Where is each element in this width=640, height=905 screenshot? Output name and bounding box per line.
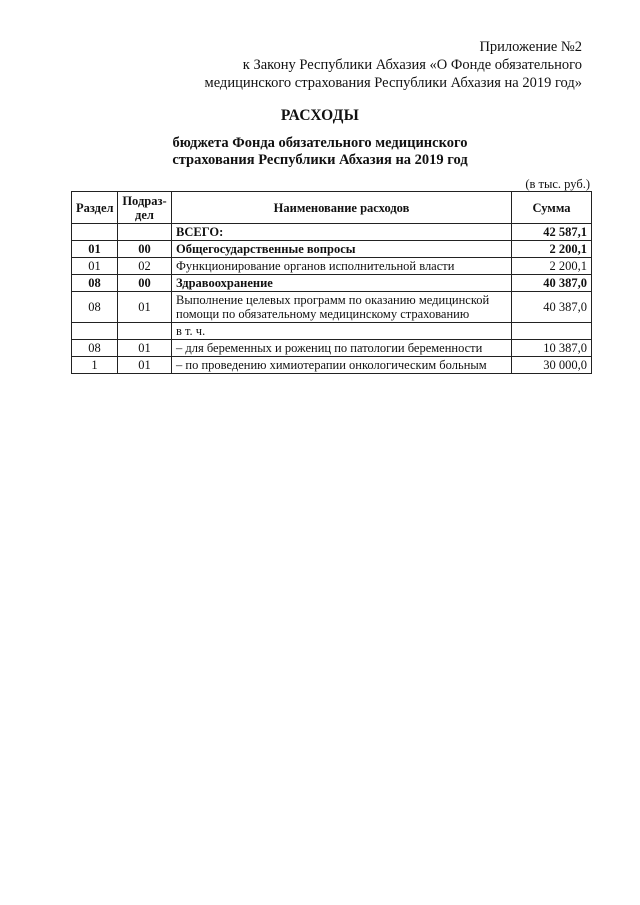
table-row xyxy=(72,323,592,340)
appendix-header xyxy=(205,38,582,92)
cell-subsection: 01 xyxy=(118,340,172,357)
cell-sum: 30 000,0 xyxy=(512,357,592,374)
cell-name: – для беременных и рожениц по патологии беременности xyxy=(172,340,512,357)
header-subsection-line1: Подраз- xyxy=(122,193,167,208)
cell-subsection: 01 xyxy=(118,292,172,323)
cell-sum: 40 387,0 xyxy=(512,275,592,292)
cell-subsection xyxy=(118,224,172,241)
header-name: Наименование расходов xyxy=(172,192,512,224)
cell-subsection xyxy=(118,323,172,340)
cell-subsection: 02 xyxy=(118,258,172,275)
cell-subsection: 00 xyxy=(118,241,172,258)
appendix-law-reference-line1: к Закону Республики Абхазия «О Фонде обязательного xyxy=(242,57,582,73)
cell-sum: 2 200,1 xyxy=(512,241,592,258)
table-row xyxy=(72,292,592,323)
subtitle-line2: страхования Республики Абхазия на 2019 год xyxy=(172,152,468,168)
cell-sum: 10 387,0 xyxy=(512,340,592,357)
header-subsection-line2: дел xyxy=(135,207,154,222)
table-row xyxy=(72,357,592,374)
cell-section: 08 xyxy=(72,292,118,323)
cell-subsection: 01 xyxy=(118,357,172,374)
cell-name: Здравоохранение xyxy=(172,275,512,292)
cell-sum: 40 387,0 xyxy=(512,292,592,323)
appendix-law-reference-line2: медицинского страхования Республики Абхазия на 2019 год» xyxy=(204,75,582,91)
header-section: Раздел xyxy=(72,192,118,224)
table-row-total xyxy=(72,224,592,241)
cell-name: ВСЕГО: xyxy=(172,224,512,241)
expenses-table xyxy=(71,191,592,374)
table-row xyxy=(72,275,592,292)
cell-sum: 42 587,1 xyxy=(512,224,592,241)
document-title: РАСХОДЫ xyxy=(280,107,360,124)
cell-section xyxy=(72,323,118,340)
cell-name: – по проведению химиотерапии онкологическим больным xyxy=(172,357,512,374)
table-row xyxy=(72,340,592,357)
cell-section: 08 xyxy=(72,275,118,292)
cell-section: 08 xyxy=(72,340,118,357)
cell-subsection: 00 xyxy=(118,275,172,292)
subtitle-line1: бюджета Фонда обязательного медицинского xyxy=(172,135,468,151)
cell-name: Выполнение целевых программ по оказанию медицинской помощи по обязательному медицинскому страхованию xyxy=(172,292,512,323)
header-subsection xyxy=(118,192,172,224)
table-row xyxy=(72,241,592,258)
cell-section: 1 xyxy=(72,357,118,374)
cell-section xyxy=(72,224,118,241)
cell-name: Функционирование органов исполнительной власти xyxy=(172,258,512,275)
units-note: (в тыс. руб.) xyxy=(525,177,590,191)
cell-sum: 2 200,1 xyxy=(512,258,592,275)
cell-name: в т. ч. xyxy=(172,323,512,340)
cell-section: 01 xyxy=(72,258,118,275)
cell-sum xyxy=(512,323,592,340)
cell-section: 01 xyxy=(72,241,118,258)
document-subtitle xyxy=(0,135,640,169)
cell-name: Общегосударственные вопросы xyxy=(172,241,512,258)
table-row xyxy=(72,258,592,275)
table-header-row xyxy=(72,192,592,224)
appendix-number: Приложение №2 xyxy=(479,39,582,55)
header-sum: Сумма xyxy=(512,192,592,224)
